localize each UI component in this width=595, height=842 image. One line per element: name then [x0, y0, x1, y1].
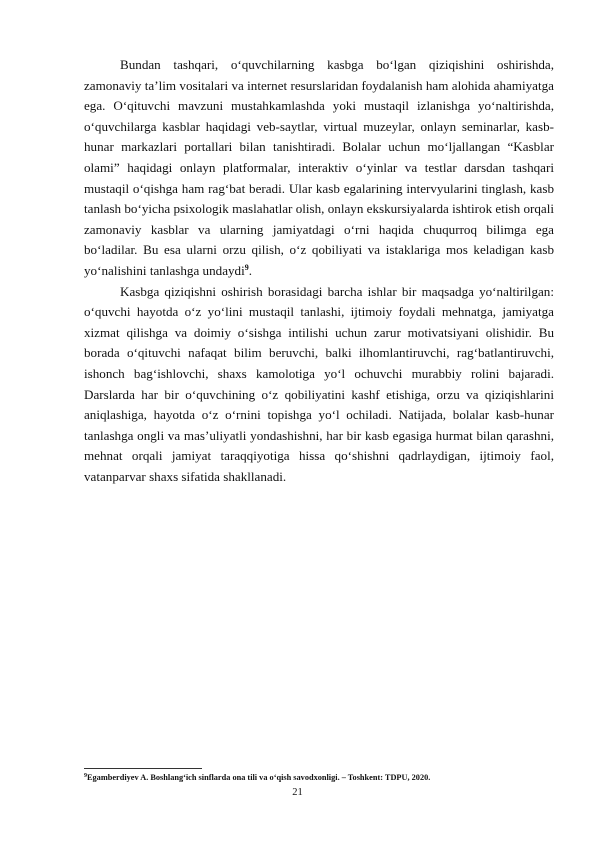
- paragraph-2-text: Kasbga qiziqishni oshirish borasidagi barcha ishlar bir maqsadga yo‘naltirilgan: o‘quvchi hayotda o‘z yo‘lini mustaqil tanlashi, ijtimoiy foydali mehnatga, jamiyatga xizmat qilishga va doimiy o‘sishga intilishi uchun zarur motivatsiyani olishidir. Bu borada o‘qituvchi nafaqat bilim beruvchi, balki ilhomlantiruvchi, rag‘batlantiruvchi, ishonch bag‘ishlovchi, shaxs kamolotiga yo‘l ochuvchi murabbiy rolini bajaradi. Darslarda har bir o‘quvchining o‘z qobiliyatini kashf etishiga, orzu va qiziqishlarini aniqlashiga, hayotda o‘z o‘rnini topishga yo‘l ochiladi. Natijada, bolalar kasb-hunar tanlashga ongli va mas’uliyatli yondashishni, har bir kasb egasiga hurmat bilan qarashni, mehnat orqali jamiyat taraqqiyotiga hissa qo‘shishni qadrlaydigan, ijtimoiy faol, vatanparvar shaxs sifatida shakllanadi.: [84, 283, 554, 484]
- page-number: 21: [292, 787, 303, 798]
- body-text: [84, 55, 554, 487]
- footnote-number: 9: [84, 773, 87, 779]
- paragraph-1-end: .: [248, 262, 253, 278]
- footnote: [84, 772, 554, 783]
- paragraph-1: [84, 55, 554, 282]
- paragraph-1-text: Bundan tashqari, o‘quvchilarning kasbga bo‘lgan qiziqishini oshirishda, zamonaviy ta’lim vositalari va internet resurslaridan foydalanish ham alohida ahamiyatga ega. O‘qituvchi mavzuni mustahkamlashda yoki mustaqil izlanishga yo‘naltirishda, o‘quvchilarga kasblar haqidagi veb-saytlar, virtual muzeylar, onlayn seminarlar, kasb-hunar markazlari portallari bilan tanishtiradi. Bolalar uchun mo‘ljallangan “Kasblar olami” haqidagi onlayn platformalar, interaktiv o‘yinlar va testlar darsdan tashqari mustaqil o‘qishga ham rag‘bat beradi. Ular kasb egalarining intervyularini tinglash, kasb tanlash bo‘yicha psixologik maslahatlar olish, onlayn ekskursiyalarda ishtirok etish orqali zamonaviy kasblar va ularning jamiyatdagi o‘rni haqida chuqurroq bilimga ega bo‘ladilar. Bu esa ularni orzu qilish, o‘z qobiliyati va istaklariga mos keladigan kasb yo‘nalishini tanlashga undaydi: [84, 57, 554, 278]
- footnote-text: Egamberdiyev A. Boshlang‘ich sinflarda ona tili va o‘qish savodxonligi. – Toshkent: TDPU, 2020.: [87, 773, 431, 782]
- paragraph-2: [84, 282, 554, 488]
- footnote-reference[interactable]: 9: [244, 262, 249, 272]
- footnote-separator: [84, 768, 202, 769]
